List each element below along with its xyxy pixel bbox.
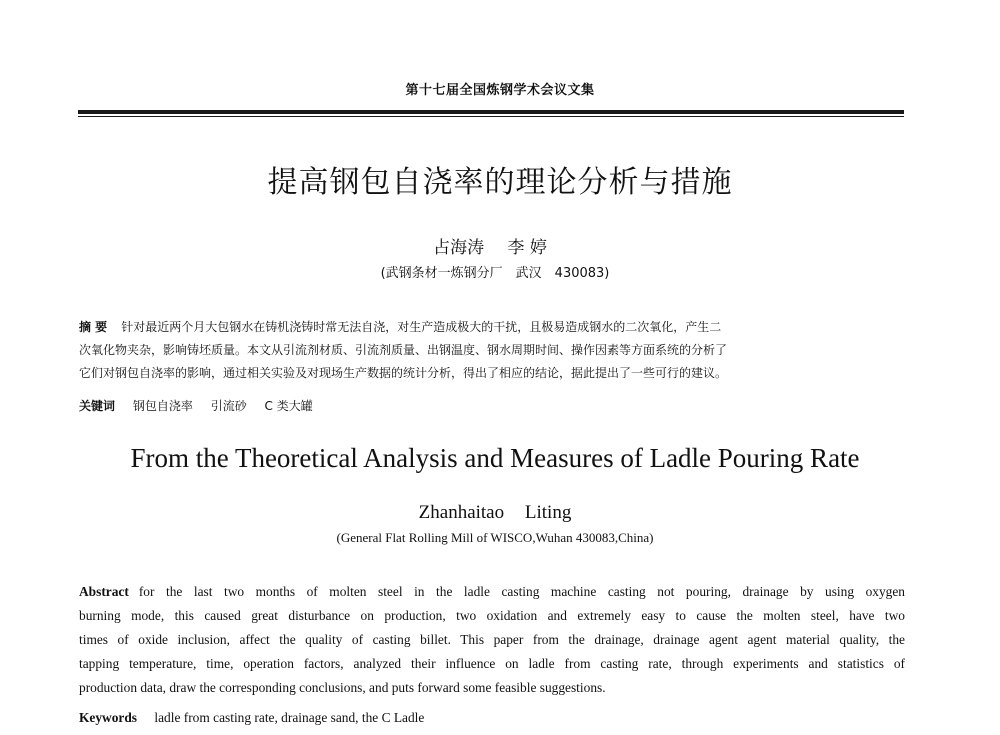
chinese-author-1: 占海涛: [433, 238, 485, 258]
chinese-keyword-2: 引流砂: [210, 399, 247, 413]
header-rule-thick: [78, 110, 904, 114]
english-abstract-line-5: production data, draw the corresponding conclusions, and puts forward some feasible suggestions.: [79, 680, 606, 695]
chinese-title: 提高钢包自浇率的理论分析与措施: [267, 165, 733, 200]
chinese-abstract: [79, 316, 905, 385]
english-abstract-line-1: [79, 580, 905, 604]
chinese-keyword-1: 钢包自浇率: [132, 399, 193, 413]
english-affiliation: (General Flat Rolling Mill of WISCO,Wuhan 430083,China): [336, 530, 654, 545]
english-abstract: [79, 580, 905, 700]
chinese-authors: [0, 233, 980, 258]
english-abstract-label: Abstract: [79, 584, 129, 599]
english-author-2: Liting: [524, 502, 572, 523]
chinese-abstract-line-3: 它们对钢包自浇率的影响，通过相关实验及对现场生产数据的统计分析，得出了相应的结论，据此提出了一些可行的建议。: [79, 366, 728, 380]
english-author-1: Zhanhaitao: [418, 502, 505, 523]
english-abstract-text-1: for the last two months of molten steel in the ladle casting machine casting not pouring, drainage by using oxygen: [138, 584, 905, 599]
english-abstract-line-3: times of oxide inclusion, affect the quality of casting billet. This paper from the drainage, drainage agent agent material quality, the: [79, 632, 905, 647]
chinese-abstract-line-1: [79, 316, 905, 339]
running-head: 第十七届全国炼钢学术会议文集: [405, 83, 595, 98]
chinese-keywords: [79, 397, 905, 414]
chinese-abstract-label: 摘 要: [79, 320, 108, 334]
chinese-keyword-3: C 类大罐: [264, 399, 313, 413]
english-keywords-text: ladle from casting rate, drainage sand, the C Ladle: [154, 710, 425, 725]
english-title: From the Theoretical Analysis and Measures of Ladle Pouring Rate: [130, 443, 860, 473]
english-abstract-line-2: burning mode, this caused great disturbance on production, two oxidation and extremely easy to cause the molten steel, have two: [79, 608, 905, 623]
chinese-author-2: 李 婷: [507, 238, 547, 258]
english-keywords: [79, 710, 905, 726]
chinese-abstract-text-1: 针对最近两个月大包钢水在铸机浇铸时常无法自浇，对生产造成极大的干扰，且极易造成钢水的二次氧化，产生二: [121, 320, 722, 334]
chinese-abstract-line-2: 次氧化物夹杂，影响铸坯质量。本文从引流剂材质、引流剂质量、出钢温度、钢水周期时间、操作因素等方面系统的分析了: [79, 343, 728, 357]
header-rule-thin: [78, 116, 904, 117]
english-keywords-label: Keywords: [79, 710, 138, 725]
english-abstract-line-4: tapping temperature, time, operation factors, analyzed their influence on ladle from casting rate, through experiments and statistics of: [79, 656, 905, 671]
chinese-keywords-label: 关键词: [79, 399, 116, 413]
english-authors: [0, 502, 990, 524]
chinese-affiliation: (武钢条材一炼钢分厂 武汉 430083): [380, 266, 610, 281]
